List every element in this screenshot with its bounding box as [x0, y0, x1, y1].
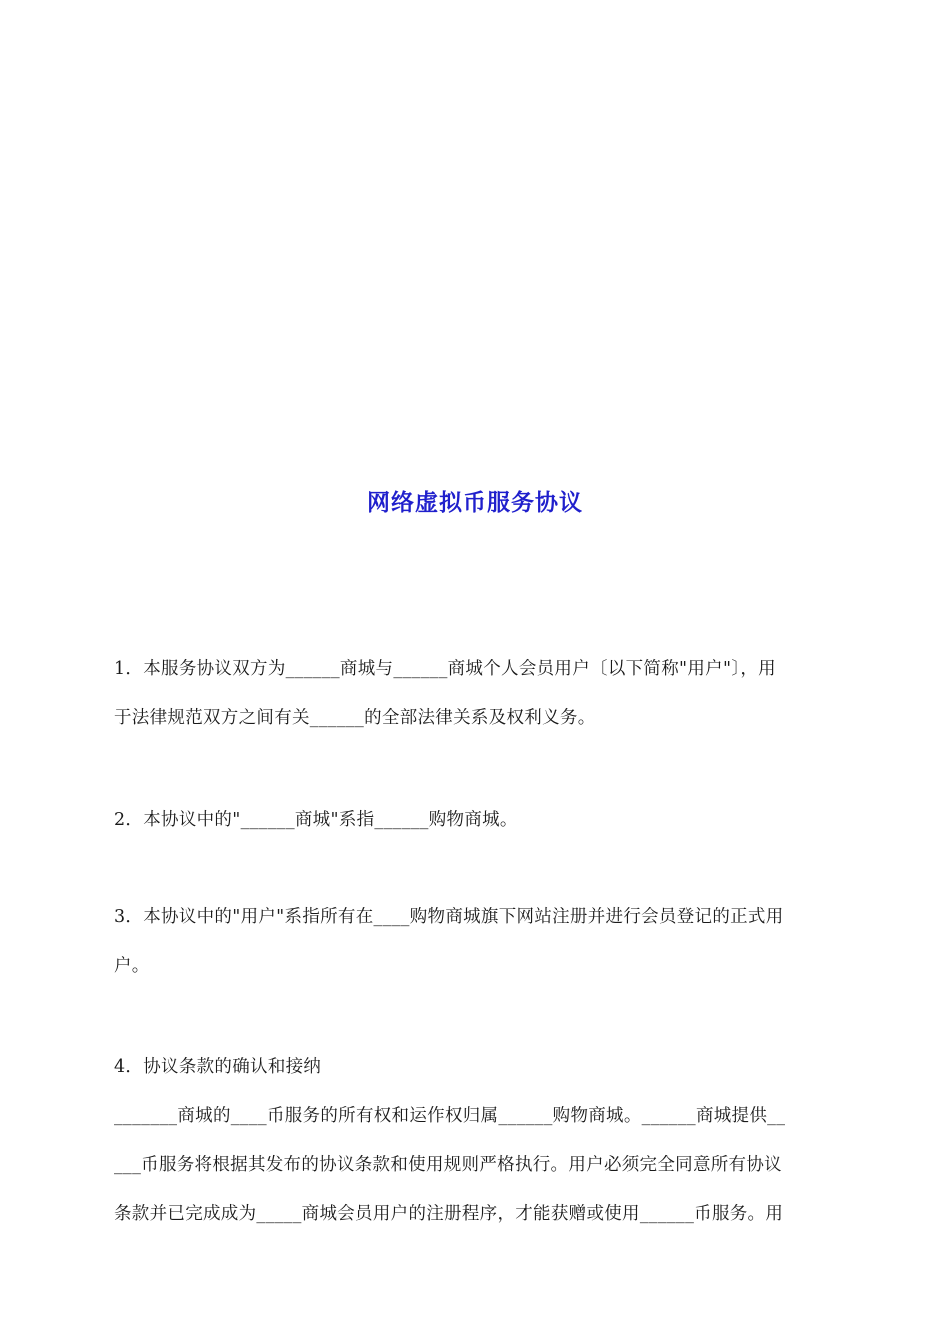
clause-4-line-2: _______商城的____币服务的所有权和运作权归属______购物商城。______商城提供__	[114, 1106, 786, 1126]
clause-4-line-4: 条款并已完成成为_____商城会员用户的注册程序，才能获赠或使用______币服务。用	[114, 1204, 784, 1224]
clause-1-line-2: 于法律规范双方之间有关______的全部法律关系及权利义务。	[114, 708, 596, 728]
clause-4	[114, 1043, 840, 1239]
clause-3-line-2: 户。	[114, 956, 150, 976]
document-title: 网络虚拟币服务协议	[367, 490, 583, 516]
clause-3-line-1: 3．本协议中的"用户"系指所有在____购物商城旗下网站注册并进行会员登记的正式用	[114, 907, 784, 927]
clause-4-heading: 4．协议条款的确认和接纳	[114, 1057, 322, 1077]
clause-1-line-1: 1．本服务协议双方为______商城与______商城个人会员用户〔以下简称"用户"〕，用	[114, 659, 776, 679]
clause-2-line-1: 2．本协议中的"______商城"系指______购物商城。	[114, 810, 518, 830]
clause-1	[114, 645, 840, 743]
clause-3	[114, 893, 840, 991]
clause-4-line-3: ___币服务将根据其发布的协议条款和使用规则严格执行。用户必须完全同意所有协议	[114, 1155, 782, 1175]
clause-2	[114, 796, 840, 845]
